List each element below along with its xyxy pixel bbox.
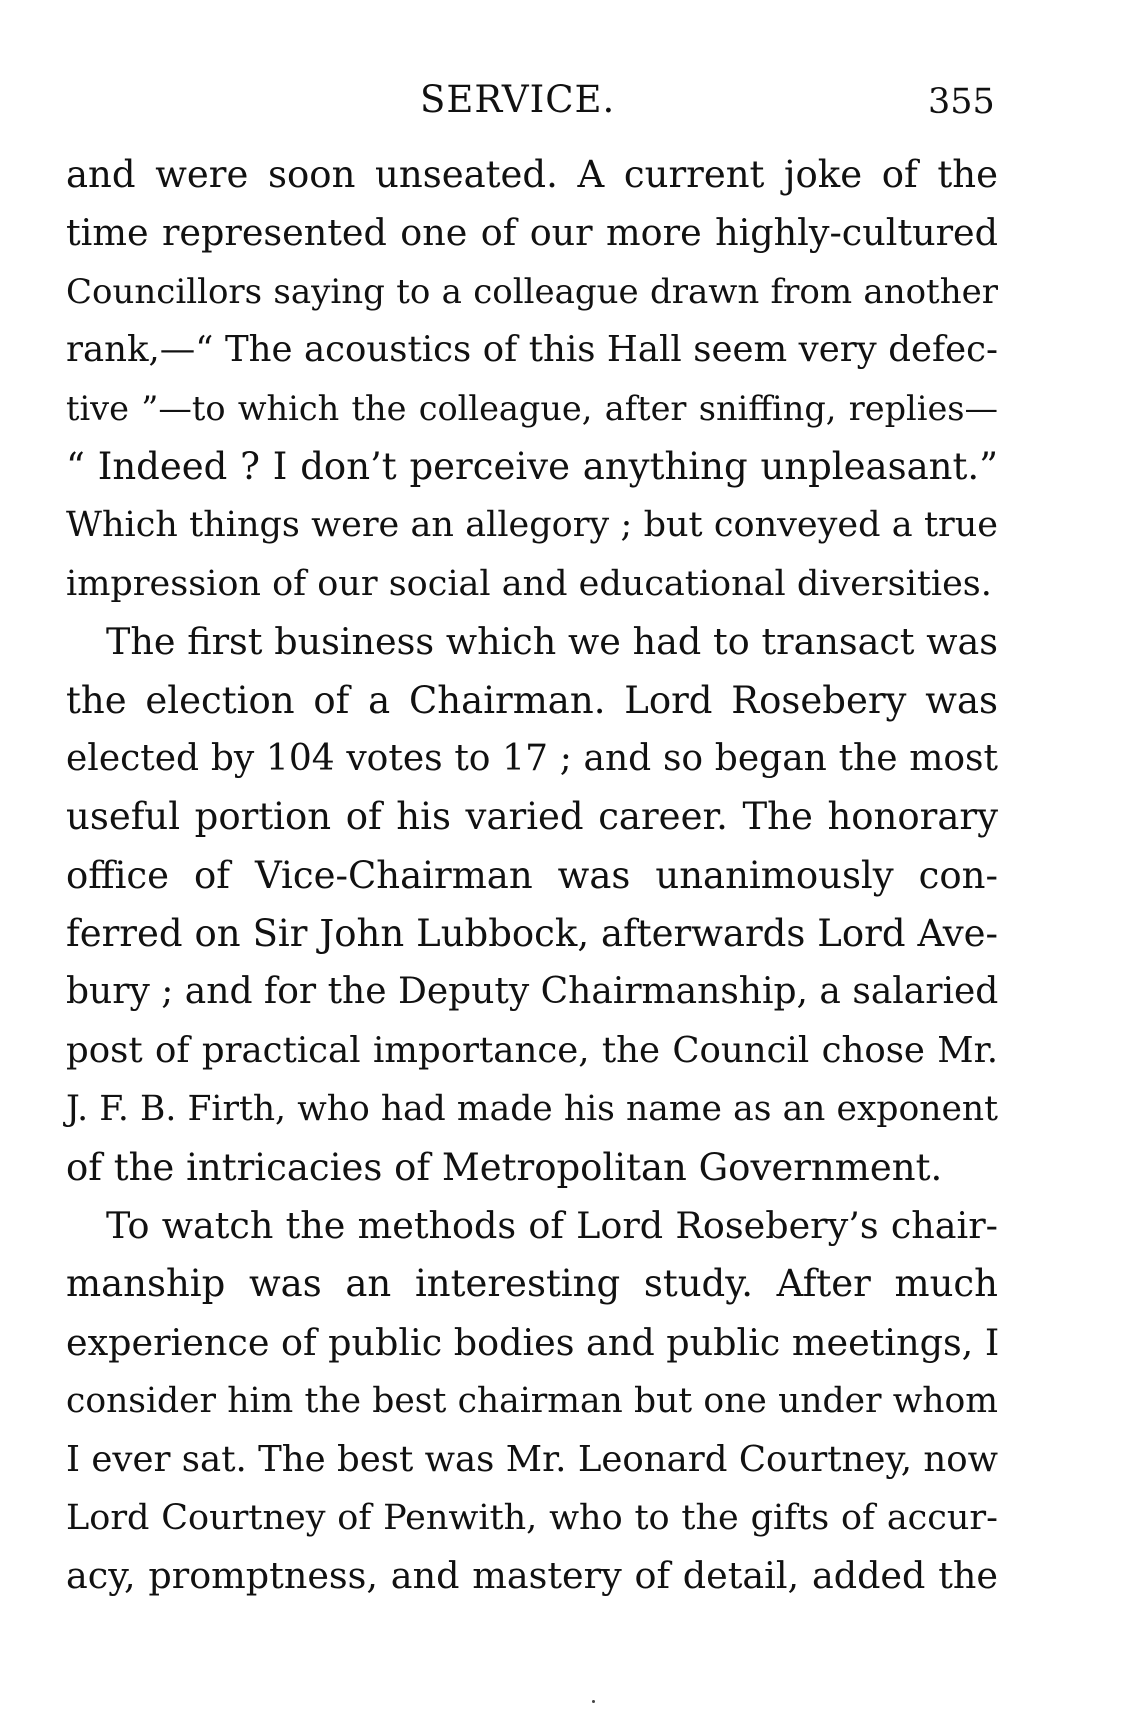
text-line: rank,—“ The acoustics of this Hall seem very defec- xyxy=(66,329,998,371)
text-line: office of Vice-Chairman was unanimously con- xyxy=(66,853,998,897)
text-line: time represented one of our more highly-cultured xyxy=(66,211,998,255)
text-line: Lord Courtney of Penwith, who to the gifts of accur- xyxy=(66,1497,998,1538)
paragraph-start-line: To watch the methods of Lord Rosebery’s chair- xyxy=(106,1204,998,1248)
text-line: I ever sat. The best was Mr. Leonard Courtney, now xyxy=(66,1438,998,1480)
text-line: “ Indeed ? I don’t perceive anything unpleasant.” xyxy=(66,444,998,488)
text-line: ferred on Sir John Lubbock, afterwards Lord Ave- xyxy=(66,912,998,956)
text-line: Councillors saying to a colleague drawn from another xyxy=(66,271,998,312)
text-line: useful portion of his varied career. The honorary xyxy=(66,795,998,839)
text-line: impression of our social and educational diversities. xyxy=(66,563,992,604)
text-line: experience of public bodies and public meetings, I xyxy=(66,1320,1000,1364)
text-line: post of practical importance, the Council chose Mr. xyxy=(66,1029,998,1071)
body-text xyxy=(66,146,998,1606)
text-line: manship was an interesting study. After much xyxy=(66,1262,998,1306)
text-line: the election of a Chairman. Lord Rosebery was xyxy=(66,678,998,722)
text-line: tive ”—to which the colleague, after sniffing, replies— xyxy=(66,388,998,428)
text-line: acy, promptness, and mastery of detail, added the xyxy=(66,1554,998,1598)
text-line: bury ; and for the Deputy Chairmanship, a salaried xyxy=(66,971,999,1013)
running-title: SERVICE. xyxy=(420,78,616,121)
print-speck xyxy=(592,1700,595,1703)
running-header xyxy=(0,78,1128,128)
text-line: and were soon unseated. A current joke of the xyxy=(66,153,998,196)
text-line: elected by 104 votes to 17 ; and so began the most xyxy=(66,737,998,779)
paragraph-start-line: The first business which we had to transact was xyxy=(106,620,998,664)
text-line: of the intricacies of Metropolitan Government. xyxy=(66,1145,943,1189)
text-line: consider him the best chairman but one under whom xyxy=(66,1381,998,1422)
page-number: 355 xyxy=(928,82,995,122)
text-line: Which things were an allegory ; but conveyed a true xyxy=(66,505,998,546)
text-line: J. F. B. Firth, who had made his name as an exponent xyxy=(66,1089,998,1130)
